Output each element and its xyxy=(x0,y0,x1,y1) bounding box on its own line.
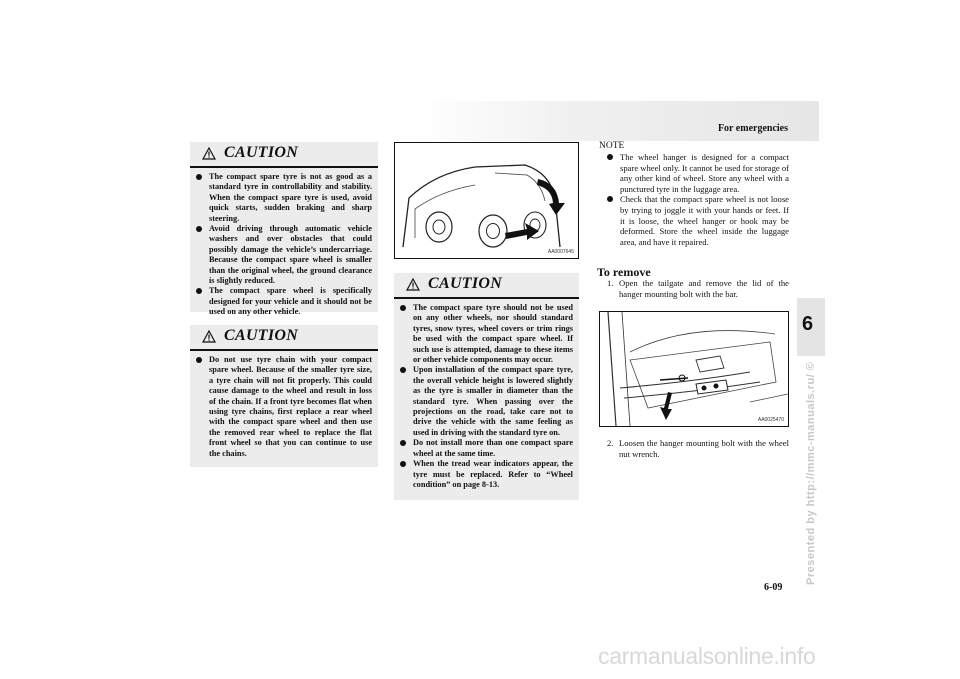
note-label: NOTE xyxy=(599,141,625,151)
caution-item xyxy=(400,365,573,438)
caution-item xyxy=(400,459,573,490)
caution-item xyxy=(400,303,573,365)
hanger-bolt-figure xyxy=(599,311,789,427)
caution-item xyxy=(196,224,372,286)
caution-title: CAUTION xyxy=(224,144,299,161)
step-2 xyxy=(607,438,789,459)
step-number: 1. xyxy=(607,278,614,288)
header-title: For emergencies xyxy=(717,123,788,134)
note-item-text: The wheel hanger is designed for a compact spare wheel only. It cannot be used for storage of any other kind of wheel. Store any wheel with a punctured tyre in the luggage area. xyxy=(620,152,789,194)
caution-item-text: Do not install more than one compact spare wheel at the same time. xyxy=(413,438,573,458)
bullet-icon xyxy=(400,305,406,311)
step-item xyxy=(607,438,789,459)
warning-triangle-icon xyxy=(202,147,216,160)
caution-box-3 xyxy=(394,273,579,500)
bullet-icon xyxy=(196,357,202,363)
step-text: Loosen the hanger mounting bolt with the wheel nut wrench. xyxy=(619,438,789,459)
bullet-icon xyxy=(196,226,202,232)
note-item-text: Check that the compact spare wheel is not loose by trying to joggle it with your hands or feet. If it is loose, the wheel hanger or hook may be deformed. Store the wheel inside the luggage area, and have it repaired. xyxy=(620,194,789,247)
caution-item-text: The compact spare tyre should not be used on any other wheels, nor should standard tyres, snow tyres, wheel covers or trim rings be used with the compact spare wheel. If such use is attempted, damage to these items or other vehicle components may occur. xyxy=(413,303,573,365)
caution-item xyxy=(196,355,372,459)
note-item xyxy=(607,152,789,194)
spare-wheel-figure xyxy=(394,142,579,259)
caution-item xyxy=(196,286,372,317)
bullet-icon xyxy=(607,196,613,202)
header-bar xyxy=(415,101,819,141)
caution-item xyxy=(196,172,372,224)
hanger-bolt-illustration xyxy=(600,312,788,426)
note-list xyxy=(607,152,789,247)
caution-item-text: Avoid driving through automatic vehicle washers and over obstacles that could possibly damage the vehicle’s undercarriage. Because the compact spare wheel is smaller than the original wheel, the ground clearance is slightly reduced. xyxy=(209,224,372,286)
step-text: Open the tailgate and remove the lid of the hanger mounting bolt with the bar. xyxy=(619,278,789,299)
page-number: 6-09 xyxy=(764,582,783,593)
caution-item-text: The compact spare tyre is not as good as a standard tyre in controllability and stability. When the compact spare tyre is used, avoid quick starts, sudden braking and sharp steering. xyxy=(209,172,372,223)
figure-code: AA0007645 xyxy=(547,249,574,255)
figure-code: AA0025470 xyxy=(757,417,784,423)
caution-item-text: The compact spare wheel is specifically designed for your vehicle and it should not be used on any other vehicle. xyxy=(209,286,372,317)
caution-title: CAUTION xyxy=(224,327,299,344)
caution-header xyxy=(394,273,579,299)
caution-header xyxy=(190,142,378,168)
chapter-tab-number: 6 xyxy=(802,313,814,335)
note-item xyxy=(607,194,789,247)
caution-item-text: Upon installation of the compact spare tyre, the overall vehicle height is lowered slightly as the tyre is smaller in diameter than the standard tyre. When passing over the projections on the road, take care not to drive the vehicle with the same feeling as used in driving with the standard tyre on. xyxy=(413,365,573,437)
caution-box-2 xyxy=(190,325,378,467)
bullet-icon xyxy=(196,174,202,180)
caution-item xyxy=(400,438,573,459)
footer-watermark: carmanualsonline.info xyxy=(598,643,816,669)
bullet-icon xyxy=(400,440,406,446)
bullet-icon xyxy=(607,154,613,160)
vertical-watermark-text: Presented by http://mmc-manuals.ru/ © xyxy=(805,361,817,585)
caution-header xyxy=(190,325,378,351)
step-1 xyxy=(607,278,789,299)
vertical-watermark xyxy=(795,330,817,590)
warning-triangle-icon xyxy=(202,330,216,343)
warning-triangle-icon xyxy=(406,278,420,291)
caution-item-text: Do not use tyre chain with your compact spare wheel. Because of the smaller tyre size, a tyre chain will not fit properly. This could cause damage to the wheel and result in loss of the chain. If a front tyre becomes flat when using tyre chains, first replace a rear wheel with the compact spare wheel and then use the removed rear wheel to replace the flat front wheel so that you can continue to use the chains. xyxy=(209,355,372,458)
step-item xyxy=(607,278,789,299)
caution-box-1 xyxy=(190,142,378,317)
caution-title: CAUTION xyxy=(428,275,503,292)
bullet-icon xyxy=(400,367,406,373)
section-heading: To remove xyxy=(597,265,651,279)
caution-item-text: When the tread wear indicators appear, the tyre must be replaced. Refer to “Wheel condition” on page 8-13. xyxy=(413,459,573,489)
step-number: 2. xyxy=(607,438,614,448)
bullet-icon xyxy=(400,461,406,467)
spare-wheel-illustration xyxy=(395,143,578,258)
bullet-icon xyxy=(196,288,202,294)
